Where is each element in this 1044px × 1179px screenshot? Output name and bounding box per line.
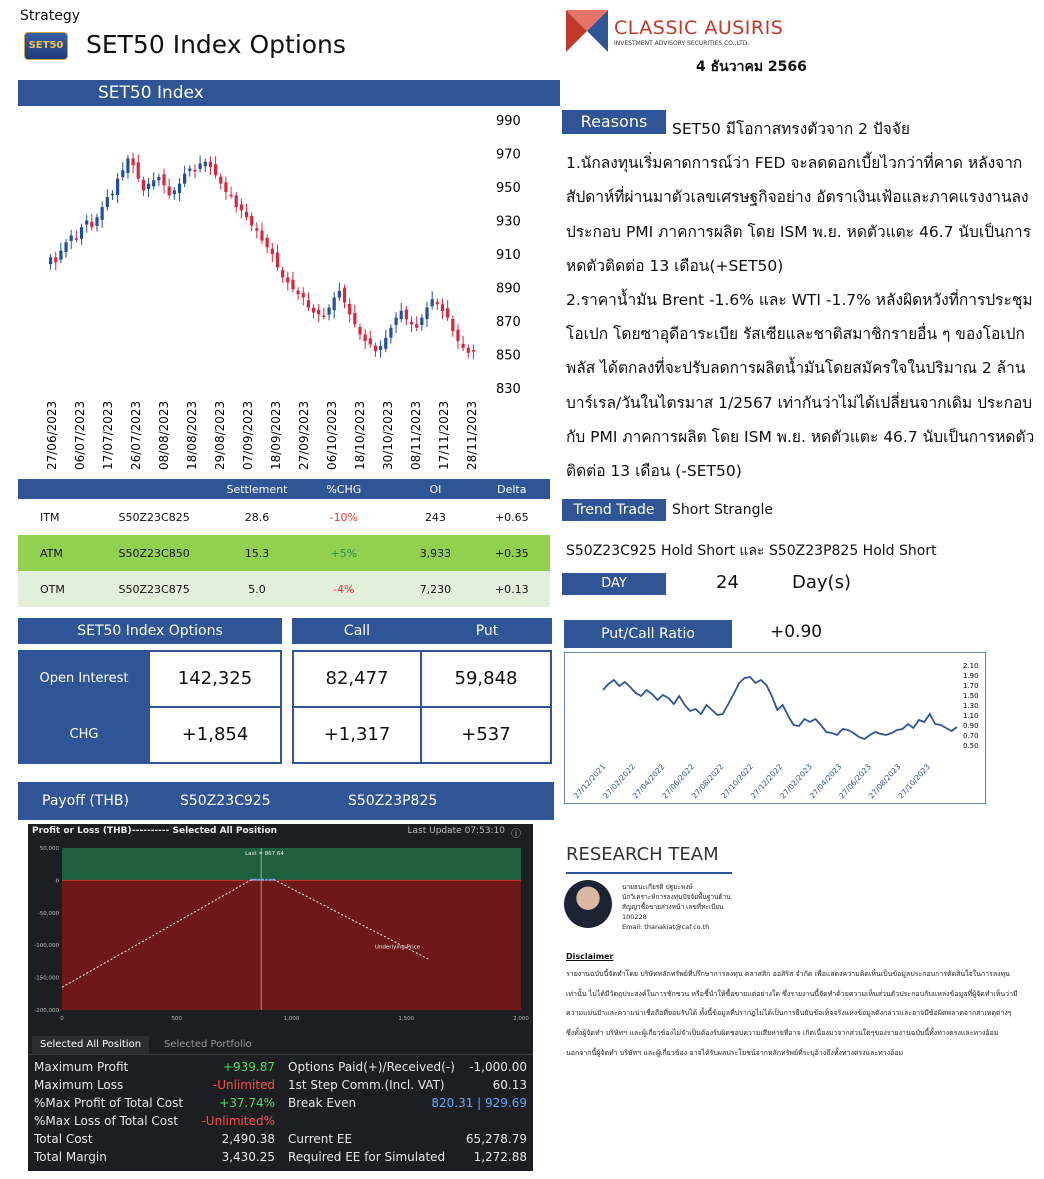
pcr-y-tick: 1.10 [963, 712, 979, 720]
x-tick-label: 27/06/2023 [45, 400, 59, 470]
payoff-x-tick: 1,500 [398, 1016, 415, 1022]
tab-selected-all[interactable]: Selected All Position [32, 1036, 149, 1054]
chg-label: CHG [18, 706, 150, 764]
pcr-value: +0.90 [770, 622, 823, 642]
cell-oi: 243 [424, 510, 446, 524]
trend-trade-label: Trend Trade [562, 499, 666, 521]
disclaimer-title: Disclaimer [566, 952, 614, 961]
stat-l1: Maximum Profit [34, 1060, 129, 1074]
page-title: SET50 Index Options [86, 30, 346, 59]
col-delta: Delta [497, 482, 527, 496]
payoff-x-tick: 500 [171, 1016, 182, 1022]
candle-body [322, 316, 325, 318]
x-tick-label: 18/10/2023 [353, 400, 367, 470]
pcr-label: Put/Call Ratio [564, 620, 732, 648]
candle-body [462, 344, 465, 348]
candle-body [183, 174, 186, 184]
index-chart-title: SET50 Index [18, 80, 560, 106]
candle-body [369, 338, 372, 344]
candle-body [162, 174, 165, 185]
candle-body [142, 180, 145, 190]
pcr-y-tick: 1.70 [963, 682, 979, 690]
research-team-title: RESEARCH TEAM [566, 844, 719, 865]
last-price-label: Last = 867.64 [245, 851, 284, 857]
y-tick-label: 870 [496, 315, 521, 330]
candle-body [193, 170, 196, 172]
payoff-panel-title: Profit or Loss (THB) [32, 826, 132, 836]
candle-body [472, 350, 475, 352]
day-value: 24 [716, 572, 739, 593]
pcr-x-tick: 27/02/2023 [778, 762, 814, 801]
candle-body [121, 170, 124, 177]
cell-chg: -4% [333, 582, 355, 596]
pcr-x-tick: 27/10/2023 [896, 762, 932, 801]
candle-body [209, 162, 212, 167]
profit-zone [62, 848, 521, 880]
call-header: Call [343, 623, 371, 639]
cell-chg: +5% [330, 546, 358, 560]
y-tick-label: 850 [496, 348, 521, 364]
candle-body [250, 216, 253, 226]
payoff-label: Payoff (THB) [42, 793, 129, 809]
pcr-x-tick: 27/08/2022 [689, 762, 726, 801]
candle-body [456, 330, 459, 341]
candle-body [425, 308, 428, 319]
analyst-line: สัญญาซื้อขายล่วงหน้า เลขที่ทะเบียน [622, 903, 724, 911]
stat-v1: -Unlimited [212, 1078, 275, 1092]
candle-body [101, 207, 104, 220]
x-tick-label: 28/11/2023 [465, 400, 479, 470]
candle-body [286, 277, 289, 282]
pcr-x-tick: 27/04/2022 [630, 762, 667, 801]
cell-chg: -10% [329, 510, 359, 524]
candle-body [451, 319, 454, 331]
candle-body [157, 177, 160, 180]
settlement-table-header [18, 479, 550, 499]
cell-series: S50Z23C825 [118, 510, 190, 524]
candle-body [95, 217, 98, 226]
cell-delta: +0.35 [494, 546, 529, 560]
candle-body [302, 293, 305, 298]
stat-v1: 3,430.25 [221, 1150, 275, 1164]
stat-v1: -Unlimited% [201, 1114, 275, 1128]
stat-v1: 2,490.38 [221, 1132, 275, 1146]
pcr-x-tick: 27/06/2023 [837, 762, 873, 801]
stat-v1: +37.74% [219, 1096, 275, 1110]
candle-body [410, 322, 413, 324]
stat-l2: Break Even [288, 1096, 357, 1110]
pcr-x-tick: 27/12/2022 [748, 762, 785, 801]
stat-l1: Total Cost [34, 1132, 93, 1146]
y-tick-label: 930 [496, 214, 521, 230]
pcr-y-tick: 2.10 [963, 662, 979, 670]
pcr-y-tick: 1.50 [963, 692, 979, 700]
pcr-x-tick: 27/02/2022 [601, 762, 637, 801]
col-oi: OI [429, 482, 442, 496]
candle-body [75, 238, 78, 240]
col-settlement: Settlement [226, 482, 288, 496]
candle-body [235, 195, 238, 207]
settlement-table [18, 479, 550, 607]
loss-zone [62, 880, 521, 1010]
candle-body [333, 298, 336, 311]
payoff-y-tick: -50,000 [37, 910, 59, 917]
x-tick-label: 08/11/2023 [409, 400, 423, 470]
candle-body [229, 195, 232, 197]
cell-delta: +0.65 [494, 510, 529, 524]
reasons-heading: SET50 มีโอกาสทรงตัวจาก 2 ปัจจัย [672, 120, 911, 138]
x-tick-label: 26/07/2023 [129, 400, 143, 470]
chg-put: +537 [420, 706, 552, 764]
oi-put: 59,848 [420, 650, 552, 708]
pcr-line-chart [565, 653, 985, 803]
oi-total: 142,325 [148, 650, 282, 708]
x-tick-label: 06/07/2023 [73, 400, 87, 470]
cell-series: S50Z23C875 [118, 582, 190, 596]
pcr-series-line [603, 677, 957, 739]
candle-body [85, 221, 88, 225]
payoff-series-1: S50Z23C925 [180, 793, 271, 809]
put-header: Put [475, 623, 499, 639]
candle-body [204, 162, 207, 166]
reasons-label: Reasons [562, 110, 666, 134]
reason-2: 2.ราคาน้ำมัน Brent -1.6% และ WTI -1.7% หลังผิดหวังที่การประชุมโอเปก โดยซาอุดีอาระเบีย รัสเซียและชาติสมาชิกรายอื่น ๆ ของโอเปกพลัส ได้ตกลงที่จะปรับลดการผลิตน้ำมันโดยสมัครใจในปริมาณ 2 ล้านบาร์เรล/วันในไตรมาส 1/2567 เท่ากันว่าไม่ได้เปลี่ยนจากเดิม ประกอบกับ PMI ภาคการผลิต โดย ISM พ.ย. หดตัวแตะ 46.7 นับเป็นการหดตัวติดต่อ 13 เดือน (-SET50) [566, 291, 1035, 481]
candle-body [70, 236, 73, 241]
candle-body [131, 159, 134, 166]
candle-body [255, 228, 258, 230]
candle-body [358, 327, 361, 334]
payoff-y-tick: 0 [55, 878, 59, 885]
tab-selected-portfolio[interactable]: Selected Portfolio [164, 1039, 252, 1050]
candle-body [291, 280, 294, 289]
cell-settlement: 28.6 [244, 510, 270, 524]
col-chg: %CHG [326, 482, 362, 496]
candle-body [214, 164, 217, 175]
analyst-line: Email: thanakiat@caf.co.th [622, 923, 710, 931]
last-update: Last Update 07:53:10 [407, 826, 505, 836]
pcr-x-tick: 27/04/2023 [807, 762, 844, 801]
candle-body [281, 270, 284, 277]
candle-body [338, 291, 341, 298]
pcr-x-tick: 27/06/2022 [660, 762, 696, 801]
analyst-line: 100228 [622, 913, 647, 921]
candle-body [224, 182, 227, 192]
candle-body [271, 249, 274, 254]
y-tick-label: 950 [496, 181, 521, 196]
candle-body [260, 231, 263, 241]
analyst-info [622, 882, 731, 932]
candle-body [80, 227, 83, 239]
research-underline [566, 872, 732, 874]
candle-body [178, 184, 181, 193]
candle-body [245, 212, 248, 217]
candle-body [389, 328, 392, 338]
candle-body [147, 184, 150, 189]
y-tick-label: 990 [496, 114, 521, 129]
candle-body [219, 177, 222, 184]
candle-body [199, 164, 202, 169]
stat-v2: 820.31 | 929.69 [431, 1096, 527, 1110]
stat-l2: Current EE [288, 1132, 353, 1146]
payoff-y-tick: 50,000 [39, 846, 59, 852]
y-tick-label: 910 [496, 248, 521, 263]
candle-body [374, 346, 377, 351]
x-tick-label: 08/08/2023 [157, 400, 171, 470]
reasons-text [566, 112, 1036, 488]
set50-logo [24, 32, 68, 60]
cell-series: S50Z23C850 [118, 546, 190, 560]
pcr-chart-frame [564, 652, 986, 804]
pcr-x-tick: 27/12/2021 [571, 762, 608, 801]
x-tick-label: 18/08/2023 [185, 400, 199, 470]
y-tick-label: 830 [496, 382, 521, 397]
brand-subtitle: INVESTMENT ADVISORY SECURITIES CO.,LTD. [614, 40, 750, 47]
analyst-line: นายธนะเกียรติ ปฐมะพงษ์ [622, 883, 693, 891]
candle-body [348, 304, 351, 314]
stat-v2: 1,272.88 [473, 1150, 527, 1164]
candle-body [446, 308, 449, 317]
candle-body [431, 299, 434, 306]
candle-body [436, 302, 439, 304]
strategy-label: Strategy [20, 8, 80, 24]
candle-body [384, 338, 387, 349]
brand-name: CLASSIC AUSIRIS [614, 17, 784, 39]
payoff-x-tick: 2,000 [513, 1016, 529, 1022]
x-tick-label: 29/08/2023 [213, 400, 227, 470]
candle-body [441, 304, 444, 311]
cell-settlement: 15.3 [244, 546, 270, 560]
candle-body [379, 346, 382, 350]
candle-body [296, 291, 299, 295]
x-tick-label: 30/10/2023 [381, 400, 395, 470]
candle-body [116, 179, 119, 195]
stat-v2: -1,000.00 [469, 1060, 527, 1074]
candle-body [106, 197, 109, 207]
x-tick-label: 17/07/2023 [101, 400, 115, 470]
candle-body [415, 324, 418, 327]
candle-body [276, 253, 279, 268]
candle-body [168, 187, 171, 196]
candle-body [307, 300, 310, 307]
analyst-line: นักวิเคราะห์การลงทุนปัจจัยพื้นฐานด้าน [622, 893, 731, 901]
candle-body [343, 288, 346, 302]
candle-body [137, 163, 140, 179]
candle-body [327, 308, 330, 315]
underlying-label: Underlying Price [374, 944, 421, 951]
call-put-header [292, 618, 552, 644]
settlement-row [18, 499, 550, 535]
payoff-bar [18, 782, 554, 820]
candle-body [173, 190, 176, 194]
stat-v1: +939.87 [222, 1060, 275, 1074]
candle-body [188, 169, 191, 171]
candle-body [90, 222, 93, 227]
stat-v2: 65,278.79 [465, 1132, 527, 1146]
candle-body [353, 313, 356, 324]
payoff-x-tick: 0 [60, 1016, 64, 1022]
payoff-chart [28, 840, 533, 1030]
candle-body [59, 251, 62, 260]
analyst-avatar [564, 880, 612, 928]
candle-body [126, 159, 129, 173]
stat-l1: %Max Profit of Total Cost [34, 1096, 184, 1110]
hold-positions: S50Z23C925 Hold Short และ S50Z23P825 Hold Short [566, 543, 937, 559]
set50-logo-text: SET50 [28, 40, 64, 51]
candle-body [400, 311, 403, 319]
candle-body [405, 310, 408, 320]
stat-l1: Total Margin [34, 1150, 107, 1164]
candle-body [317, 310, 320, 314]
reason-1: 1.นักลงทุนเริ่มคาดการณ์ว่า FED จะลดดอกเบี้ยไวกว่าที่คาด หลังจากสัปดาห์ที่ผ่านมาตัวเลขเศรษฐกิจอย่าง อัตราเงินเฟ้อและภาคแรงงานลง ประกอบ PMI ภาคการผลิต โดย ISM พ.ย. หดตัวแตะ 46.7 นับเป็นการหดตัวติดต่อ 13 เดือน(+SET50) [566, 154, 1032, 275]
pcr-y-tick: 1.30 [963, 702, 979, 710]
cell-oi: 3,933 [419, 546, 452, 560]
cell-type: OTM [40, 582, 65, 596]
payoff-legend: ---------- Selected All Position [132, 826, 278, 836]
payoff-y-tick: -200,000 [34, 1008, 59, 1014]
x-tick-label: 17/11/2023 [437, 400, 451, 470]
x-tick-label: 27/09/2023 [297, 400, 311, 470]
stat-l2: Options Paid(+)/Received(-) [288, 1060, 455, 1074]
day-label: DAY [562, 573, 666, 595]
report-date: 4 ธันวาคม 2566 [696, 59, 807, 75]
candle-body [64, 242, 67, 252]
pcr-y-tick: 0.70 [963, 732, 979, 740]
candle-body [240, 204, 243, 210]
pcr-x-tick: 27/10/2022 [719, 762, 755, 801]
brand-logo-icon [566, 10, 608, 52]
candle-body [420, 318, 423, 325]
open-interest-label: Open Interest [18, 650, 150, 708]
candle-body [152, 180, 155, 186]
cell-delta: +0.13 [494, 582, 529, 596]
stat-v2: 60.13 [492, 1078, 527, 1092]
candle-body [312, 308, 315, 313]
disclaimer-text: รายงานฉบับนี้จัดทำโดย บริษัทหลักทรัพย์ที่ปรึกษาการลงทุน คลาสสิก ออสิริส จำกัด เพื่อแสดงความคิดเห็นเป็นข้อมูลประกอบการตัดสินใจในการลงทุนเท่านั้น ไม่ได้มีวัตถุประสงค์ในการชักชวน หรือชี้นำให้ซื้อขายแต่อย่างใด ซึ่งรายงานนี้จัดทำด้วยความเห็นส่วนตัวประกอบกับแหล่งข้อมูลที่ผู้จัดทำเห็นว่ามีความแม่นยำและความน่าเชื่อถือที่ยอมรับได้ ทั้งนี้ข้อมูลที่ปรากฏไม่ได้เป็นการยืนยันข้อเท็จจริงแห่งข้อมูลดังกล่าวและอาจมีข้อผิดพลาดจากสาเหตุต่างๆ ซึ่งทั้งผู้จัดทำ บริษัทฯ และผู้เกี่ยวข้องไม่จำเป็นต้องรับผิดชอบความเสียหายที่อาจ เกิดเนื่องมาจากส่วนใดๆของรายงานฉบับนี้ทั้งทางตรงและทางอ้อม นอกจากนี้ผู้จัดทำ บริษัทฯ และผู้เกี่ยวข้อง อาจได้รับผลประโยชน์จากหลักทรัพย์ที่ระบุอ้างถึงทั้งทางตรงและทางอ้อม [566, 970, 1018, 1057]
options-oi-title: SET50 Index Options [18, 618, 282, 644]
y-tick-label: 890 [496, 281, 521, 297]
chg-call: +1,317 [292, 706, 422, 764]
y-tick-label: 970 [496, 147, 521, 163]
x-tick-label: 06/10/2023 [325, 400, 339, 470]
stat-l1: Maximum Loss [34, 1078, 124, 1092]
cell-type: ATM [40, 546, 63, 560]
cell-oi: 7,230 [419, 582, 452, 596]
settlement-row [18, 571, 550, 607]
x-tick-label: 07/09/2023 [241, 400, 255, 470]
pcr-y-tick: 0.90 [963, 722, 979, 730]
candle-body [49, 257, 52, 264]
oi-call: 82,477 [292, 650, 422, 708]
cell-settlement: 5.0 [248, 582, 266, 596]
stat-l1: %Max Loss of Total Cost [34, 1114, 179, 1128]
set50-candlestick-chart [18, 108, 558, 476]
payoff-panel [28, 824, 533, 1171]
candle-body [364, 334, 367, 341]
pcr-y-tick: 0.50 [963, 742, 979, 750]
payoff-y-tick: -100,000 [34, 943, 59, 950]
stat-l2: 1st Step Comm.(Incl. VAT) [288, 1078, 445, 1092]
candle-body [111, 194, 114, 196]
stat-l2: Required EE for Simulated [288, 1150, 446, 1164]
pcr-y-tick: 1.90 [963, 672, 979, 680]
candle-body [54, 257, 57, 262]
candle-body [266, 238, 269, 247]
candle-body [467, 348, 470, 353]
payoff-y-tick: -150,000 [34, 975, 59, 982]
day-unit: Day(s) [792, 572, 851, 593]
cell-type: ITM [40, 510, 60, 524]
pcr-x-tick: 27/08/2023 [866, 762, 903, 801]
payoff-series-2: S50Z23P825 [348, 793, 438, 809]
settlement-row [18, 535, 550, 571]
chg-total: +1,854 [148, 706, 282, 764]
trend-trade-value: Short Strangle [672, 502, 773, 518]
info-icon[interactable]: ⓘ [511, 829, 521, 840]
payoff-x-tick: 1,000 [283, 1016, 300, 1022]
x-tick-label: 18/09/2023 [269, 400, 283, 470]
candle-body [394, 318, 397, 325]
